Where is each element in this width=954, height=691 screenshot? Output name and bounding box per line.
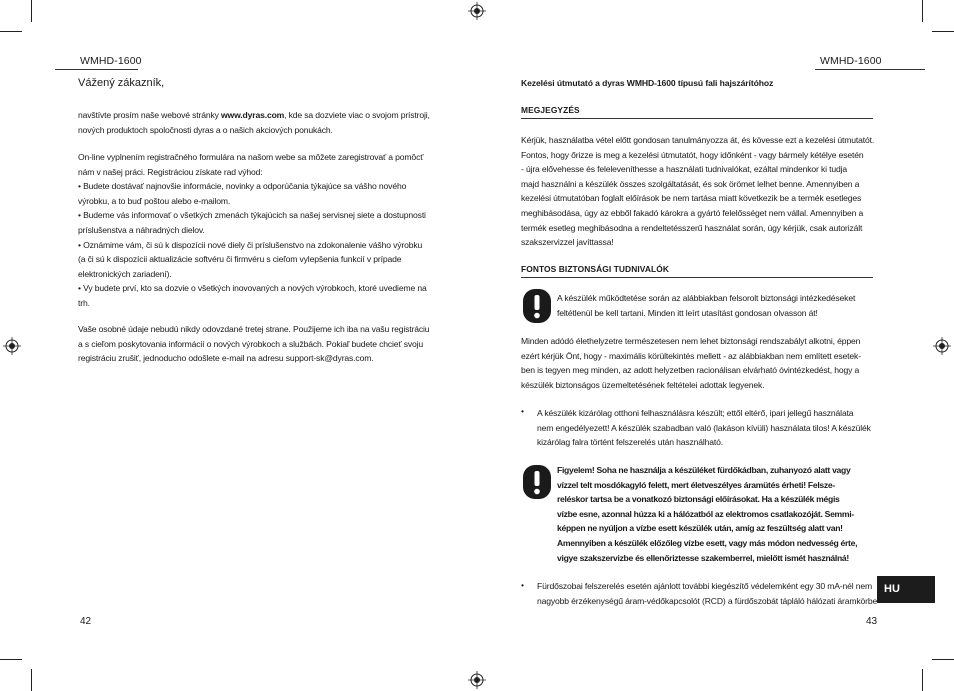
bullet-marker: • — [521, 406, 525, 416]
crop-mark — [31, 669, 32, 691]
intro-paragraph — [78, 108, 430, 137]
text-line: nám v našej práci. Registráciou získate rad výhod: — [78, 166, 263, 177]
text-segment: , kde sa dozviete viac o svojom prístroji, — [284, 110, 430, 120]
text-line: vigye szakszervizbe és ellenőriztesse szakemberrel, mielőtt ismét használná! — [557, 552, 849, 563]
section-rule — [521, 277, 873, 278]
text-line: Vaše osobné údaje nebudú nikdy odovzdané tretej strane. Použijeme ich iba na vašu registráciu — [78, 324, 430, 334]
text-line: výrobku, a to buď poštou alebo e-mailom. — [78, 195, 231, 206]
note-paragraph — [521, 133, 874, 250]
text-segment: nových produktoch spoločnosti dyras a o našich akciových ponukách. — [78, 124, 333, 135]
safety-heading: FONTOS BIZTONSÁGI TUDNIVALÓK — [521, 264, 669, 274]
header-rule — [55, 69, 138, 70]
text-line: nagyobb érzékenységű áram-védőkapcsolót (RCD) a fürdőszobát tápláló hálózati áramkörbe — [537, 595, 878, 606]
bullet-text-2 — [537, 579, 877, 608]
text-line: • Budeme vás informovať o všetkých zmenách týkajúcich sa našej servisnej siete a dostupnosti — [78, 210, 426, 221]
greeting: Vážený zákazník, — [78, 77, 165, 89]
crop-mark — [932, 31, 954, 32]
text-line: Amennyiben a készülék előzőleg vízbe esett, vagy más módon nedvesség érte, — [557, 537, 858, 548]
text-line: Figyelem! Soha ne használja a készüléket fürdőkádban, zuhanyozó alatt vagy — [557, 465, 851, 475]
text-line: A készülék kizárólag otthoni felhasználásra készült; ettől eltérő, ipari jellegű használata — [537, 408, 854, 418]
text-line: képpen ne nyúljon a vízbe esett készülék után, amíg az feszültség alatt van! — [557, 523, 843, 534]
text-line: meghibásodása, úgy az ebből fakadó károkra a gyártó felelősséget nem vállal. Amennyiben a — [521, 207, 864, 218]
text-line: reléskor tartsa be a vonatkozó biztonsági előírásokat. Ha a készülék mégis — [557, 494, 840, 505]
website-link[interactable]: www.dyras.com — [221, 110, 285, 120]
header-rule — [815, 69, 925, 70]
model-header: WMHD-1600 — [820, 55, 882, 67]
warning-text-2 — [557, 463, 857, 565]
text-line: szakszervizzel javíttassa! — [521, 237, 614, 248]
model-header: WMHD-1600 — [80, 55, 142, 67]
text-line: ezért kérjük Önt, hogy - maximális körültekintés mellett - az alábbiakban nem említett esetek- — [521, 350, 861, 361]
crop-mark — [0, 659, 22, 660]
text-line: vízbe esne, azonnal húzza ki a hálózatból az elektromos csatlakozóját. Semmi- — [557, 508, 854, 519]
text-line: Minden adódó élethelyzetre természetesen nem lehet biztonsági rendszabályt alkotni, éppen — [521, 336, 861, 346]
section-rule — [521, 118, 873, 119]
text-line: (a či sú k dispozícii aktualizácie softvéru či firmvéru s cieľom vylepšenia funkcií v prípade — [78, 254, 402, 265]
text-line: ben is tegyen meg minden, az adott helyzetben racionálisan elvárható óvintézkedést, hogy a — [521, 365, 860, 376]
registration-paragraph — [78, 150, 427, 311]
text-line: termék esetleg meghibásodna a rendeltetésszerű használat során, úgy kérjük, csak autorizált — [521, 222, 863, 233]
text-line: kezelési útmutatóban foglalt előírások be nem tartása miatt következik be a termék esetleges — [521, 193, 862, 204]
text-line: majd használni a készülék összes szolgáltatását, és sok örömet lelhet benne. Amennyiben a — [521, 178, 860, 189]
text-line: kizárólag falra történt felszerelés után használható. — [537, 437, 723, 448]
text-line: vízzel telt mosdókagyló felett, mert életveszélyes áramütés érheti! Felsze- — [557, 479, 835, 490]
text-line: On-line vyplnením registračného formulára na našom webe sa môžete zaregistrovať a pomôcť — [78, 152, 424, 162]
text-line — [78, 108, 430, 123]
text-line: • Oznámime vám, či sú k dispozícii nové diely či príslušenstvo na zdokonalenie vášho výrobku — [78, 239, 423, 250]
page-number: 43 — [866, 616, 878, 627]
bullet-marker: • — [521, 580, 525, 590]
crop-mark — [922, 0, 923, 22]
text-line — [78, 123, 430, 138]
crop-mark — [0, 31, 22, 32]
general-safety-paragraph — [521, 334, 861, 392]
language-tab-label: HU — [884, 583, 900, 595]
registration-mark-icon — [468, 671, 486, 689]
crop-mark — [922, 669, 923, 691]
registration-mark-icon — [3, 337, 21, 355]
privacy-paragraph — [78, 322, 429, 366]
text-line: - újra elővehesse és feleleveníthesse a használati tudnivalókat, ezáltal mindenkor ki tudja — [521, 164, 848, 175]
text-segment: navštívte prosím naše webové stránky — [78, 110, 221, 120]
warning-exclamation-icon — [522, 464, 552, 500]
registration-mark-icon — [933, 337, 951, 355]
manual-title: Kezelési útmutató a dyras WMHD-1600 típusú fali hajszárítóhoz — [521, 78, 774, 88]
text-line: • Vy budete prví, kto sa dozvie o všetkých inovovaných a nových výrobkoch, ktoré uvedieme na — [78, 283, 427, 294]
note-heading: MEGJEGYZÉS — [521, 105, 580, 115]
text-line: príslušenstva a náhradných dielov. — [78, 224, 205, 235]
warning-exclamation-icon — [522, 288, 552, 324]
text-line: nem engedélyezett! A készülék szabadban való (lakáson kívüli) használata tilos! A készülék — [537, 422, 871, 433]
bullet-text-1 — [537, 406, 871, 450]
text-line: a s cieľom poskytovania informácií o nových výrobkoch a službách. Pokiaľ budete chcieť svoju — [78, 338, 424, 349]
text-line: • Budete dostávať najnovšie informácie, novinky a odporúčania týkajúce sa vášho nového — [78, 181, 407, 192]
text-line: registráciu zrušiť, jednoducho odošlete e-mail na adresu support-sk@dyras.com. — [78, 353, 374, 364]
text-line: A készülék működtetése során az alábbiakban felsorolt biztonsági intézkedéseket — [557, 293, 856, 303]
text-line: Fontos, hogy őrizze is meg a kezelési útmutatót, hogy időnként - vagy bármely kétélye esetén — [521, 149, 864, 160]
text-line: Fürdőszobai felszerelés esetén ajánlott további kiegészítő védelemként egy 30 mA-nél nem — [537, 581, 873, 591]
crop-mark — [31, 0, 32, 22]
warning-text-1 — [557, 291, 855, 320]
registration-mark-icon — [468, 2, 486, 20]
text-line: elektronických zariadení). — [78, 268, 172, 279]
language-tab — [877, 576, 935, 603]
crop-mark — [932, 659, 954, 660]
text-line: készülék biztonságos üzemeltetésének feltételei adottak legyenek. — [521, 379, 765, 390]
text-line: feltétlenül be kell tartani. Minden itt leírt utasítást gondosan olvasson át! — [557, 307, 818, 318]
text-line: Kérjük, használatba vétel előtt gondosan tanulmányozza át, és kövesse ezt a kezelési útmutatót. — [521, 135, 875, 145]
page-number: 42 — [80, 616, 92, 627]
text-line: trh. — [78, 297, 90, 308]
